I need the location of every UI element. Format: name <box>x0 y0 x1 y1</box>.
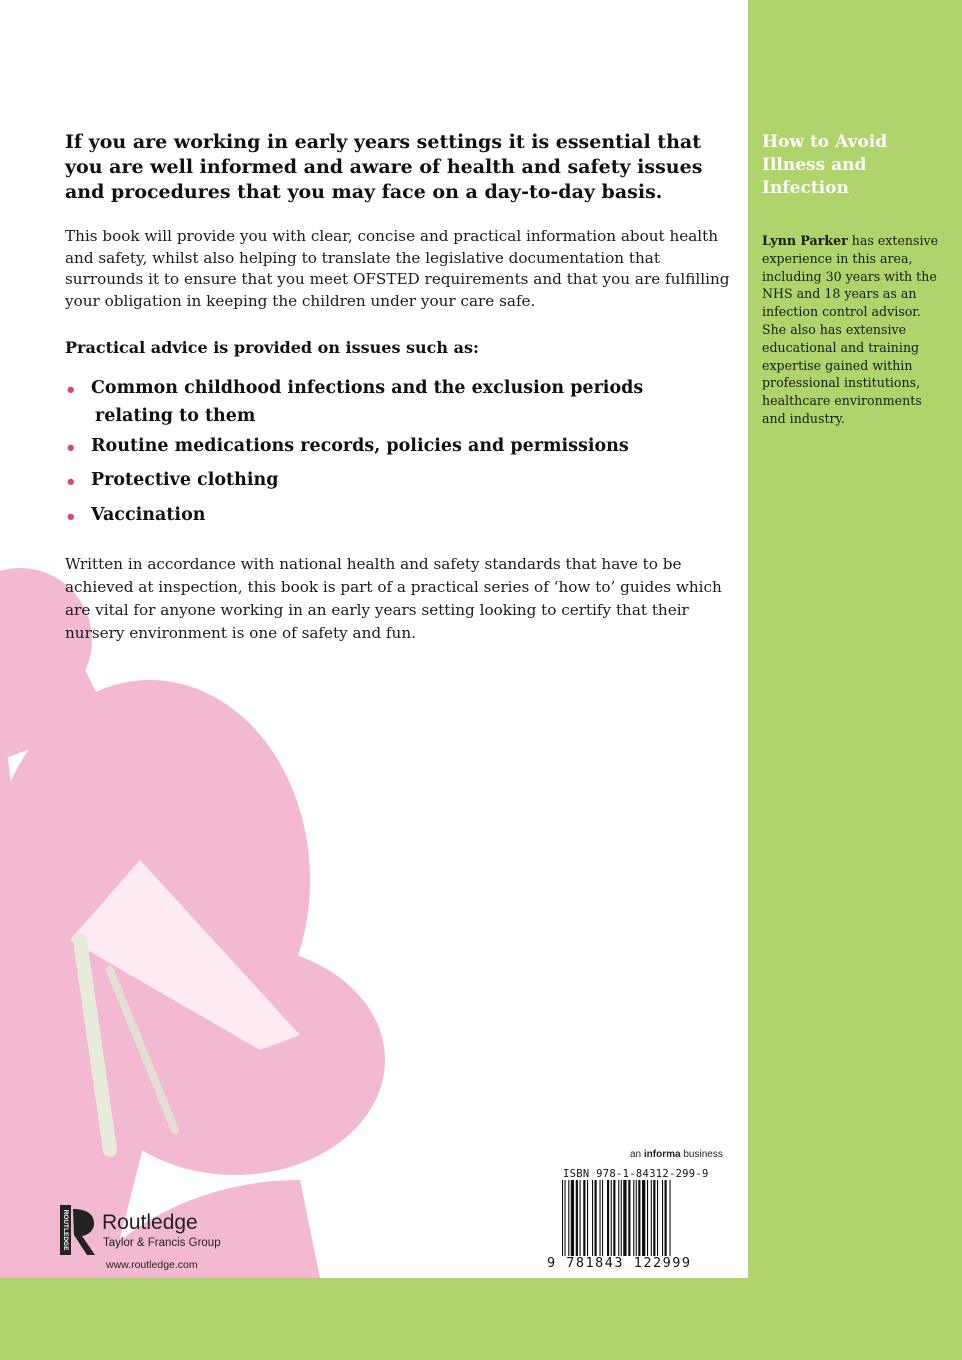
bullet-text: Vaccination <box>91 505 206 525</box>
author-bio <box>762 232 942 428</box>
bullet-text: Protective clothing <box>91 470 279 490</box>
barcode-bar <box>565 1180 566 1256</box>
barcode-bar <box>571 1180 574 1256</box>
author-name: Lynn Parker <box>762 233 848 248</box>
author-bio-text: has extensive experience in this area, including 30 years with the NHS and 18 years as an infection control advisor. She also has extensive educational and training expertise gained within professional institutions, healthcare environments and industry. <box>762 233 939 426</box>
barcode-bar <box>576 1180 578 1256</box>
bullet-dot-icon: • <box>65 438 77 459</box>
bullet-text-continued: relating to them <box>95 406 256 426</box>
barcode-digit-group: 122999 <box>633 1255 692 1271</box>
isbn-barcode <box>560 1180 710 1256</box>
closing-paragraph: Written in accordance with national health and safety standards that have to be achieved at inspection, this book is part of a practical series of ‘how to’ guides which are vital for anyone working in an early years setting looking to certify that their nursery environment is one of safety and fun. <box>65 555 722 642</box>
isbn-label: ISBN 978-1-84312-299-9 <box>563 1168 709 1180</box>
barcode-bar <box>580 1180 581 1256</box>
informa-prefix: an <box>630 1149 644 1160</box>
publisher-group: Taylor & Francis Group <box>103 1237 221 1249</box>
bullet-text: Routine medications records, policies and permissions <box>91 436 629 456</box>
barcode-bar <box>621 1180 622 1256</box>
book-title: How to Avoid Illness and Infection <box>762 132 888 198</box>
informa-brand: informa <box>643 1149 681 1160</box>
barcode-digit-group: 781843 <box>566 1255 625 1271</box>
barcode-bar <box>611 1180 612 1256</box>
barcode-bar <box>600 1180 601 1256</box>
barcode-bar <box>636 1180 637 1256</box>
bullet-dot-icon: • <box>65 507 77 528</box>
green-bottom-band <box>0 1278 962 1360</box>
barcode-bar <box>662 1180 663 1256</box>
barcode-bar <box>618 1180 619 1256</box>
publisher-name: Routledge <box>102 1211 198 1234</box>
barcode-bar <box>595 1180 597 1256</box>
bullet-dot-icon: • <box>65 472 77 493</box>
barcode-bar <box>651 1180 652 1256</box>
barcode-bar <box>592 1180 593 1256</box>
barcode-bar <box>562 1180 563 1256</box>
barcode-bar <box>607 1180 609 1256</box>
barcode-bar <box>623 1180 626 1256</box>
barcode-bar <box>633 1180 634 1256</box>
bullet-text: Common childhood infections and the exclusion periods <box>91 378 644 398</box>
barcode-digits <box>547 1255 691 1271</box>
informa-suffix: business <box>680 1149 723 1160</box>
logo-spine-text: ROUTLEDGE <box>61 1209 69 1251</box>
barcode-bar <box>647 1180 648 1256</box>
barcode-bar <box>657 1180 658 1256</box>
barcode-bar <box>568 1180 569 1256</box>
barcode-first-digit: 9 <box>547 1255 557 1271</box>
bullet-dot-icon: • <box>65 380 77 401</box>
barcode-bar <box>628 1180 630 1256</box>
barcode-bar <box>613 1180 615 1256</box>
barcode-bar <box>638 1180 640 1256</box>
barcode-bar <box>642 1180 645 1256</box>
routledge-logo-icon <box>60 1205 98 1257</box>
barcode-bar <box>587 1180 588 1256</box>
barcode-bar <box>653 1180 655 1256</box>
lead-paragraph: If you are working in early years settings it is essential that you are well informed and aware of health and safety issues and procedures that you may face on a day-to-day basis. <box>65 131 703 203</box>
informa-tagline <box>630 1149 723 1160</box>
publisher-url: www.routledge.com <box>106 1259 198 1271</box>
publisher-logo <box>60 1205 260 1265</box>
barcode-bar <box>602 1180 603 1256</box>
intro-paragraph: This book will provide you with clear, concise and practical information about health and safety, whilst also helping to translate the legislative documentation that surrounds it to ensure that you meet OFSTED requirements and that you are fulfilling your obligation in keeping the children under your care safe. <box>65 227 730 310</box>
advice-subheading: Practical advice is provided on issues such as: <box>65 338 479 357</box>
barcode-bar <box>583 1180 585 1256</box>
barcode-bar <box>670 1180 671 1256</box>
green-sidebar-panel <box>748 0 962 1360</box>
barcode-bar <box>665 1180 667 1256</box>
